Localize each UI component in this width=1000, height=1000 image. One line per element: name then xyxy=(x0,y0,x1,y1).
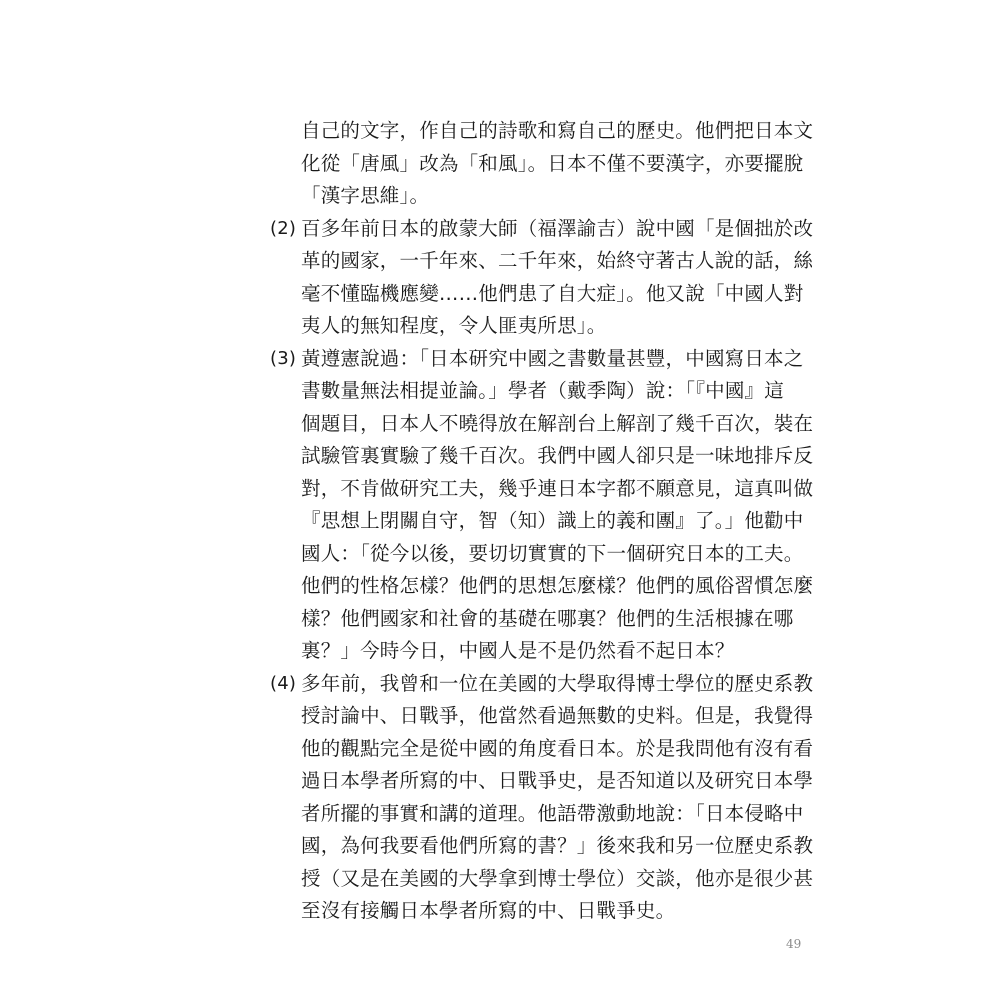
paragraph-3 xyxy=(270,343,814,668)
text-line: 他們的性格怎樣？他們的思想怎麼樣？他們的風俗習慣怎麼 xyxy=(301,574,814,597)
text-line: 授討論中、日戰爭，他當然看過無數的史料。但是，我覺得 xyxy=(301,704,814,727)
text-line-content: 百多年前日本的啟蒙大師（福澤諭吉）說中國「是個拙於改 xyxy=(301,216,814,240)
paragraph-4 xyxy=(270,668,814,928)
text-line xyxy=(270,343,804,376)
text-line: 他的觀點完全是從中國的角度看日本。於是我問他有沒有看 xyxy=(301,736,814,760)
text-line: 樣？他們國家和社會的基礎在哪裏？他們的生活根據在哪 xyxy=(301,606,794,630)
text-line: 至沒有接觸日本學者所寫的中、日戰爭史。 xyxy=(301,899,676,922)
text-line: 革的國家，一千年來、二千年來，始終守著古人說的話，絲 xyxy=(301,249,814,272)
text-line: 國人：「從今以後，要切切實實的下一個研究日本的工夫。 xyxy=(301,541,804,565)
page-number: 49 xyxy=(786,937,802,951)
text-line: 者所擺的事實和講的道理。他語帶激動地說：「日本侵略中 xyxy=(301,801,804,825)
list-marker: (4) xyxy=(270,672,297,694)
text-line: 授（又是在美國的大學拿到博士學位）交談，他亦是很少甚 xyxy=(301,866,814,890)
text-line: 自己的文字，作自己的詩歌和寫自己的歷史。他們把日本文 xyxy=(301,119,814,142)
body-text xyxy=(270,115,814,928)
text-line: 裏？」今時今日，中國人是不是仍然看不起日本？ xyxy=(301,639,735,662)
text-line xyxy=(270,668,814,701)
text-line: 對，不肯做研究工夫，幾乎連日本字都不願意見，這真叫做 xyxy=(301,476,814,500)
paragraph-continuation xyxy=(270,115,814,213)
text-line-content: 多年前，我曾和一位在美國的大學取得博士學位的歷史系教 xyxy=(301,671,814,695)
text-line: 書數量無法相提並論。」學者（戴季陶）說：「『中國』這 xyxy=(301,379,784,402)
text-line: 個題目，日本人不曉得放在解剖台上解剖了幾千百次，裝在 xyxy=(301,411,814,435)
list-marker: (3) xyxy=(270,347,297,369)
text-line: 過日本學者所寫的中、日戰爭史，是否知道以及研究日本學 xyxy=(301,769,814,792)
text-line: 『思想上閉關自守，智（知）識上的義和團』了。」他勸中 xyxy=(301,509,804,532)
list-marker: (2) xyxy=(270,217,297,239)
text-line-content: 黃遵憲說過：「日本研究中國之書數量甚豐，中國寫日本之 xyxy=(301,346,804,370)
text-line: 「漢字思維」。 xyxy=(301,184,430,207)
text-line: 毫不懂臨機應變……他們患了自大症」。他又說「中國人對 xyxy=(301,281,804,305)
text-line xyxy=(270,213,814,246)
text-line: 化從「唐風」改為「和風」。日本不僅不要漢字，亦要擺脫 xyxy=(301,151,804,175)
paragraph-2 xyxy=(270,213,814,343)
text-line: 夷人的無知程度，令人匪夷所思」。 xyxy=(301,314,607,337)
text-line: 試驗管裏實驗了幾千百次。我們中國人卻只是一味地排斥反 xyxy=(301,444,814,467)
text-line: 國，為何我要看他們所寫的書？」後來我和另一位歷史系教 xyxy=(301,834,814,857)
